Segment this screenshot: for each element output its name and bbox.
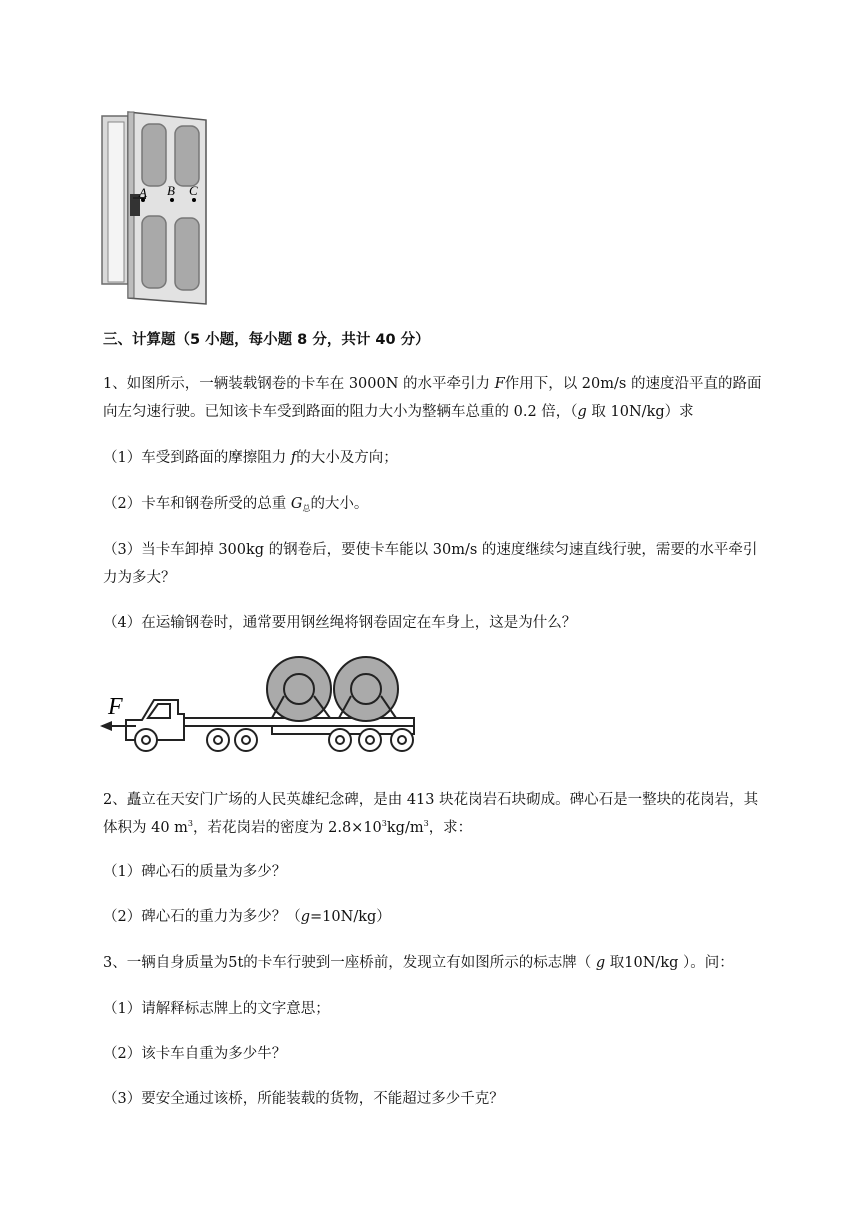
wheel: [391, 729, 413, 751]
q1-part-2: （2）卡车和钢卷所受的总重 $G_总$的大小。: [103, 496, 369, 513]
door-panel: [142, 216, 166, 288]
door-panel: [175, 218, 199, 290]
wheel: [135, 729, 157, 751]
q2-line-2: 体积为 40 $m^3$，若花岗岩的密度为 $2.8\times 10^3kg/m^3$，求：: [103, 819, 473, 836]
label-a: A: [139, 185, 147, 200]
door-panel: [175, 126, 199, 186]
q2-line-1: 2、矗立在天安门广场的人民英雄纪念碑，是由 413 块花岗岩石块砌成。碑心石是一整块的花岗岩，其: [103, 792, 759, 808]
q3-line-1: 3、一辆自身质量为5t的卡车行驶到一座桥前，发现立有如图所示的标志牌（ g 取10N/kg ）。问：: [103, 955, 734, 971]
wheel: [207, 729, 229, 751]
wheel: [359, 729, 381, 751]
point-b: [170, 198, 174, 202]
wheel: [235, 729, 257, 751]
q1-part-1: （1）车受到路面的摩擦阻力 f的大小及方向；: [103, 450, 398, 466]
q1-line-2: 向左匀速行驶。已知该卡车受到路面的阻力大小为整辆车总重的 0.2 倍，（g 取 10N/kg）求: [103, 404, 694, 420]
q1-part-3: （3）当卡车卸掉 300kg 的钢卷后，要使卡车能以 30m/s 的速度继续匀速直线行驶，需要的水平牵引: [103, 542, 758, 558]
section-title: 三、计算题（5 小题，每小题 8 分，共计 40 分）: [103, 332, 430, 348]
door-figure: [100, 108, 220, 308]
label-c: C: [189, 183, 198, 198]
truck-figure: [96, 656, 426, 756]
label-b: B: [167, 183, 175, 198]
force-label: F: [108, 694, 123, 720]
q2-part-1: （1）碑心石的质量为多少？: [103, 864, 287, 880]
q3-part-1: （1）请解释标志牌上的文字意思；: [103, 1001, 330, 1017]
point-c: [192, 198, 196, 202]
q1-line-1: 1、如图所示，一辆装载钢卷的卡车在 3000N 的水平牵引力 F作用下，以 20m/s 的速度沿平直的路面: [103, 376, 762, 392]
q2-part-2: （2）碑心石的重力为多少？（g=10N/kg）: [103, 909, 391, 925]
q1-part-4: （4）在运输钢卷时，通常要用钢丝绳将钢卷固定在车身上，这是为什么？: [103, 615, 577, 631]
door-panel: [142, 124, 166, 186]
q3-part-3: （3）要安全通过该桥，所能装载的货物，不能超过多少千克？: [103, 1091, 504, 1107]
q3-part-2: （2）该卡车自重为多少牛？: [103, 1046, 287, 1062]
wheel: [329, 729, 351, 751]
q1-part-3-cont: 力为多大？: [103, 570, 176, 586]
